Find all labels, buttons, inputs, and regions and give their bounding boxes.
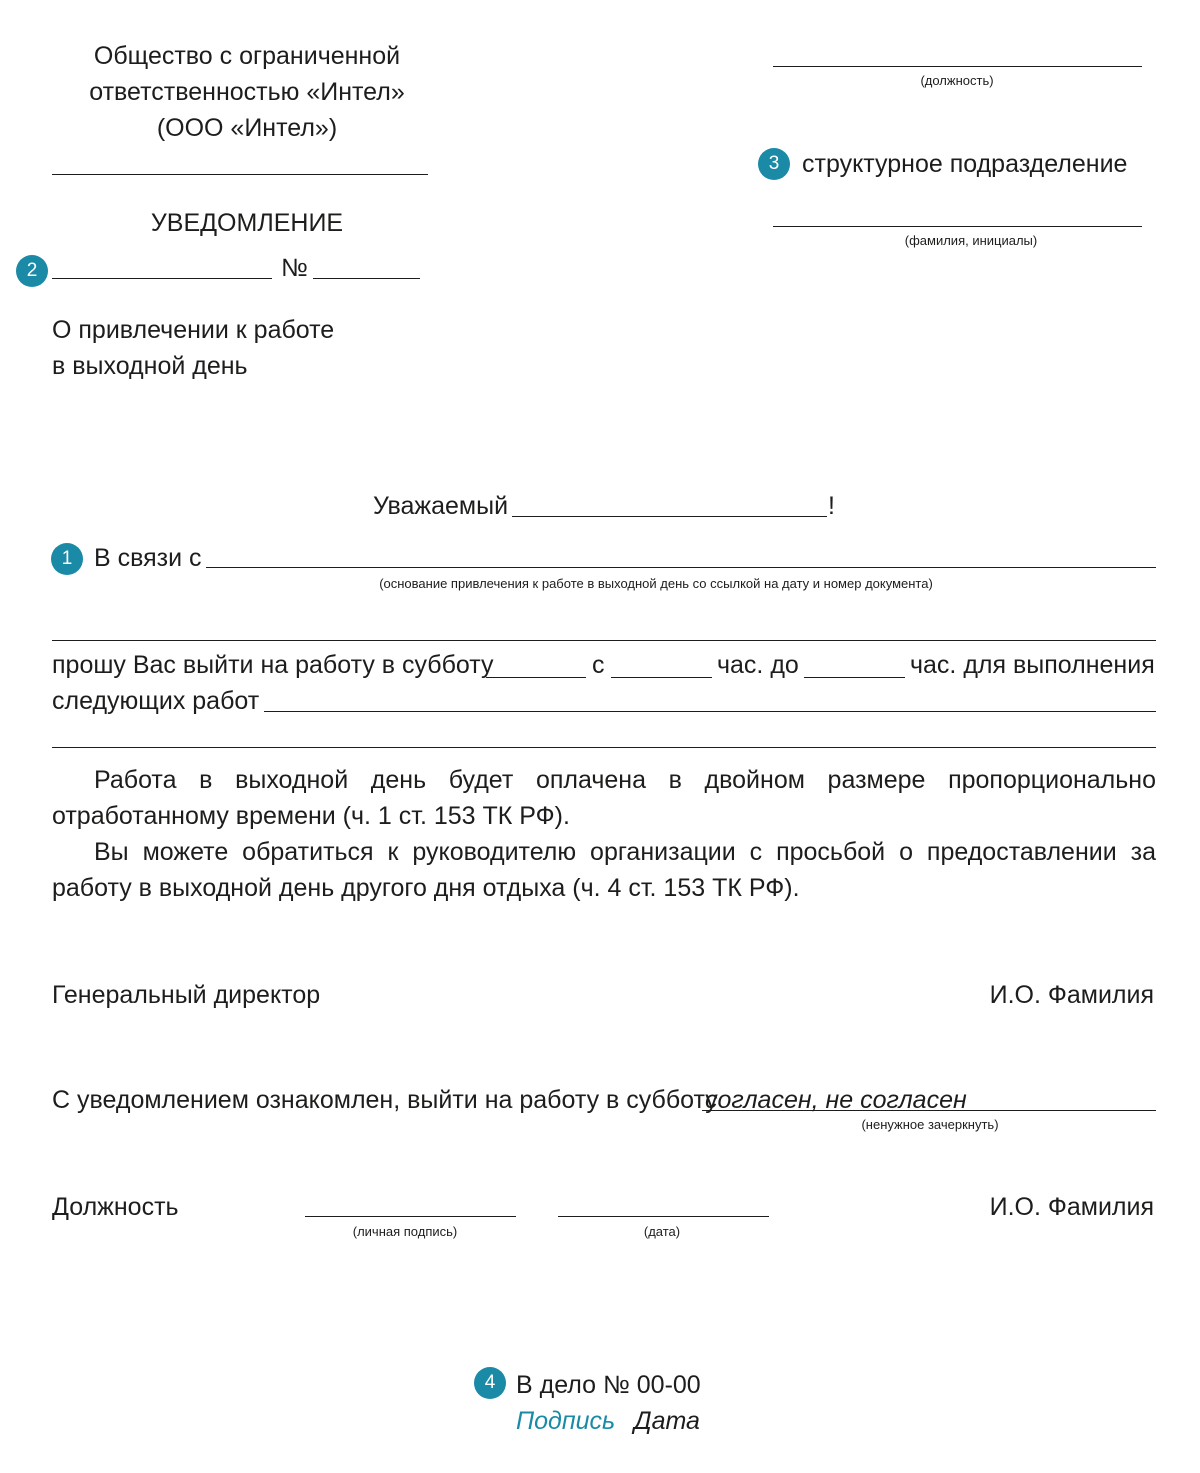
reason-caption: (основание привлечения к работе в выходной день со ссылкой на дату и номер документа) xyxy=(379,576,933,591)
signature-line[interactable] xyxy=(305,1216,516,1217)
works-line-2[interactable] xyxy=(52,747,1156,748)
subject-line2: в выходной день xyxy=(52,352,248,380)
date-line[interactable] xyxy=(558,1216,769,1217)
reason-line[interactable] xyxy=(206,567,1156,568)
recipient-name-caption: (фамилия, инициалы) xyxy=(904,233,1038,248)
payment-paragraph: Работа в выходной день будет оплачена в двойном размере пропорционально отработанному времени (ч. 1 ст. 153 ТК РФ). xyxy=(52,766,1156,830)
document-number-line[interactable] xyxy=(313,278,420,279)
subject-line1: О привлечении к работе xyxy=(52,316,335,344)
salutation: Уважаемый xyxy=(373,492,509,520)
signature-caption: (личная подпись) xyxy=(352,1224,458,1239)
director-name: И.О. Фамилия xyxy=(989,981,1154,1009)
document-title: УВЕДОМЛЕНИЕ xyxy=(150,209,344,237)
recipient-name-line[interactable] xyxy=(773,226,1142,227)
badge-2: 2 xyxy=(16,255,48,287)
filing-text: В дело № 00-00 xyxy=(516,1371,701,1399)
ack-line[interactable] xyxy=(702,1110,1156,1111)
org-underline xyxy=(52,174,428,175)
request-hours-to: час. до xyxy=(717,651,799,679)
salutation-name-line[interactable] xyxy=(512,516,827,517)
document-date-line[interactable] xyxy=(52,278,272,279)
employee-name: И.О. Фамилия xyxy=(989,1193,1154,1221)
saturday-date-line[interactable] xyxy=(486,677,586,678)
recipient-position-caption: (должность) xyxy=(920,73,994,88)
date-caption: (дата) xyxy=(643,1224,681,1239)
end-hour-line[interactable] xyxy=(804,677,905,678)
org-name-line2: ответственностью «Интел» xyxy=(89,78,405,106)
number-sign: № xyxy=(281,254,308,282)
director-title: Генеральный директор xyxy=(52,981,321,1009)
org-short-name: (ООО «Интел») xyxy=(156,114,338,142)
request-hours-for: час. для выполнения xyxy=(910,651,1155,679)
works-line[interactable] xyxy=(264,711,1156,712)
filing-date: Дата xyxy=(634,1407,700,1435)
ack-options[interactable]: согласен, не согласен xyxy=(705,1086,967,1114)
rest-paragraph: Вы можете обратиться к руководителю организации с просьбой о предоставлении за работу в выходной день другого дня отдыха (ч. 4 ст. 153 ТК РФ). xyxy=(52,838,1156,902)
ack-text: С уведомлением ознакомлен, выйти на работу в субботу xyxy=(52,1086,718,1114)
recipient-department: структурное подразделение xyxy=(802,150,1128,178)
filing-signature: Подпись xyxy=(516,1407,616,1435)
recipient-position-line[interactable] xyxy=(773,66,1142,67)
badge-4: 4 xyxy=(474,1367,506,1399)
request-works: следующих работ xyxy=(52,687,260,715)
start-hour-line[interactable] xyxy=(611,677,712,678)
badge-3: 3 xyxy=(758,148,790,180)
salutation-exclamation: ! xyxy=(828,492,835,520)
reason-prefix: В связи с xyxy=(94,544,202,572)
request-text-1: прошу Вас выйти на работу в субботу xyxy=(52,651,494,679)
request-from: с xyxy=(592,651,605,679)
org-name-line1: Общество с ограниченной xyxy=(93,42,401,70)
reason-line-2[interactable] xyxy=(52,640,1156,641)
employee-position: Должность xyxy=(52,1193,179,1221)
ack-caption: (ненужное зачеркнуть) xyxy=(861,1117,999,1132)
badge-1: 1 xyxy=(51,543,83,575)
